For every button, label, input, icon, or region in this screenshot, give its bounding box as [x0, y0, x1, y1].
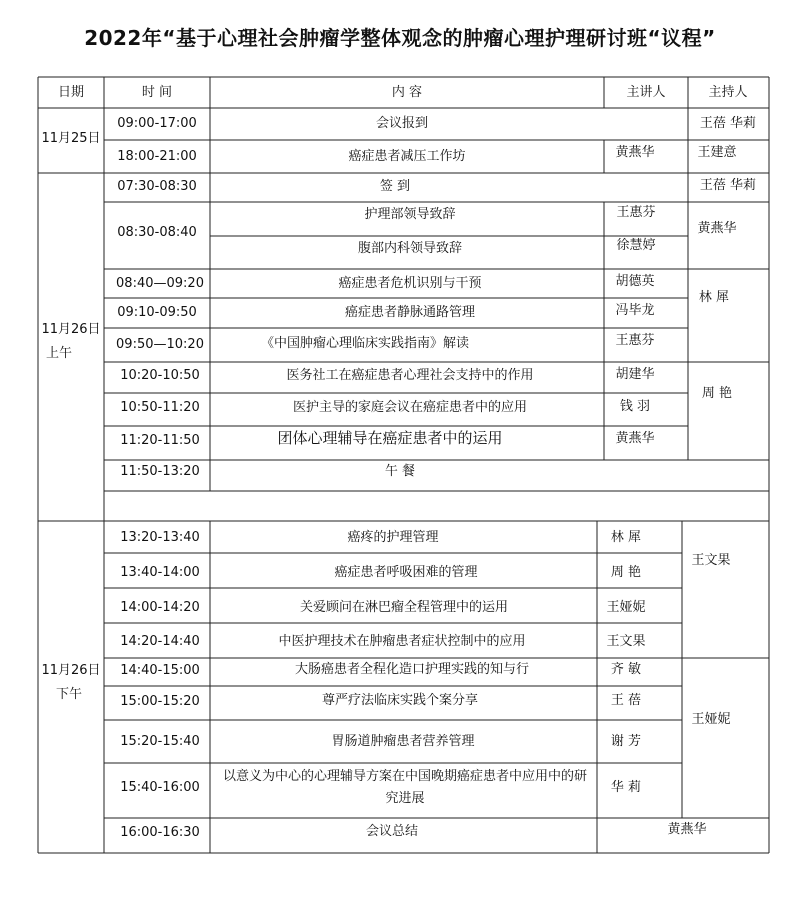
speaker-cell: 钱 羽	[619, 399, 651, 414]
time-cell: 13:20-13:40	[120, 530, 200, 545]
date-cell: 11月25日	[41, 131, 101, 146]
speaker-cell: 徐慧婷	[616, 238, 656, 253]
speaker-cell: 华 莉	[610, 780, 642, 795]
speaker-cell: 林 犀	[610, 530, 642, 545]
content-cell: 胃肠道肿瘤患者营养管理	[331, 734, 475, 749]
speaker-cell: 王文果	[606, 634, 646, 649]
content-cell: 腹部内科领导致辞	[357, 241, 463, 256]
time-cell: 15:40-16:00	[120, 780, 200, 795]
content-cell: 医护主导的家庭会议在癌症患者中的应用	[292, 400, 528, 415]
time-cell: 10:50-11:20	[120, 400, 200, 415]
host-cell: 周 艳	[701, 386, 733, 401]
host-cell: 黄燕华	[697, 221, 737, 236]
content-cell: 医务社工在癌症患者心理社会支持中的作用	[286, 368, 534, 383]
time-cell: 08:40—09:20	[116, 276, 204, 291]
header-host: 主持人	[708, 85, 748, 100]
period-cell: 上午	[46, 346, 73, 361]
page-title: 2022年“基于心理社会肿瘤学整体观念的肿瘤心理护理研讨班“议程”	[84, 26, 716, 50]
content-cell: 午 餐	[384, 464, 416, 479]
time-cell: 14:20-14:40	[120, 634, 200, 649]
speaker-cell: 胡建华	[615, 367, 655, 382]
time-cell: 09:10-09:50	[117, 305, 197, 320]
speaker-cell: 冯毕龙	[615, 303, 655, 318]
content-cell: 癌症患者静脉通路管理	[344, 305, 476, 320]
content-cell: 会议报到	[375, 116, 429, 131]
content-cell: 癌症患者危机识别与干预	[338, 276, 482, 291]
speaker-cell: 王娅妮	[606, 600, 646, 615]
header-time: 时 间	[141, 85, 173, 100]
content-cell: 团体心理辅导在癌症患者中的运用	[277, 429, 503, 447]
speaker-cell: 王惠芬	[616, 205, 656, 220]
time-cell: 14:40-15:00	[120, 663, 200, 678]
content-cell: 中医护理技术在肿瘤患者症状控制中的应用	[278, 634, 526, 649]
date-cell: 11月26日	[41, 663, 101, 678]
host-cell: 林 犀	[698, 290, 730, 305]
period-cell: 下午	[56, 687, 83, 702]
time-cell: 15:20-15:40	[120, 734, 200, 749]
speaker-cell: 齐 敏	[610, 662, 642, 677]
time-cell: 08:30-08:40	[117, 225, 197, 240]
time-cell: 10:20-10:50	[120, 368, 200, 383]
host-cell: 王建意	[697, 145, 737, 160]
time-cell: 15:00-15:20	[120, 694, 200, 709]
header-speaker: 主讲人	[626, 85, 666, 100]
speaker-cell: 胡德英	[615, 274, 655, 289]
content-cell: 尊严疗法临床实践个案分享	[321, 693, 479, 708]
content-cell: 癌症患者减压工作坊	[348, 149, 466, 164]
time-cell: 07:30-08:30	[117, 179, 197, 194]
speaker-cell: 黄燕华	[615, 431, 655, 446]
content-cell: 签 到	[379, 179, 411, 194]
content-cell: 《中国肿瘤心理临床实践指南》解读	[260, 336, 470, 351]
date-cell: 11月26日	[41, 322, 101, 337]
header-content: 内 容	[391, 85, 423, 100]
host-cell: 王文果	[691, 553, 731, 568]
content-cell: 护理部领导致辞	[364, 207, 456, 222]
time-cell: 09:50—10:20	[116, 337, 204, 352]
content-cell: 癌症患者呼吸困难的管理	[334, 565, 478, 580]
content-cell: 癌疼的护理管理	[347, 530, 439, 545]
speaker-cell: 周 艳	[610, 565, 642, 580]
speaker-cell: 谢 芳	[610, 734, 642, 749]
content-cell: 以意义为中心的心理辅导方案在中国晚期癌症患者中应用中的研究进展	[222, 769, 587, 806]
speaker-cell: 王 蓓	[610, 693, 642, 708]
content-cell: 会议总结	[365, 824, 419, 839]
speaker-cell: 王惠芬	[615, 333, 655, 348]
time-cell: 13:40-14:00	[120, 565, 200, 580]
time-cell: 09:00-17:00	[117, 116, 197, 131]
speaker-cell: 黄燕华	[667, 822, 707, 837]
time-cell: 11:50-13:20	[120, 464, 200, 479]
host-cell: 王娅妮	[691, 712, 731, 727]
content-cell: 关爱顾问在淋巴瘤全程管理中的运用	[299, 600, 509, 615]
time-cell: 18:00-21:00	[117, 149, 197, 164]
time-cell: 11:20-11:50	[120, 433, 200, 448]
host-cell: 王蓓 华莉	[699, 116, 757, 131]
host-cell: 王蓓 华莉	[699, 178, 757, 193]
content-cell: 大肠癌患者全程化造口护理实践的知与行	[294, 662, 530, 677]
header-date: 日期	[57, 85, 85, 100]
time-cell: 16:00-16:30	[120, 825, 200, 840]
time-cell: 14:00-14:20	[120, 600, 200, 615]
speaker-cell: 黄燕华	[615, 145, 655, 160]
